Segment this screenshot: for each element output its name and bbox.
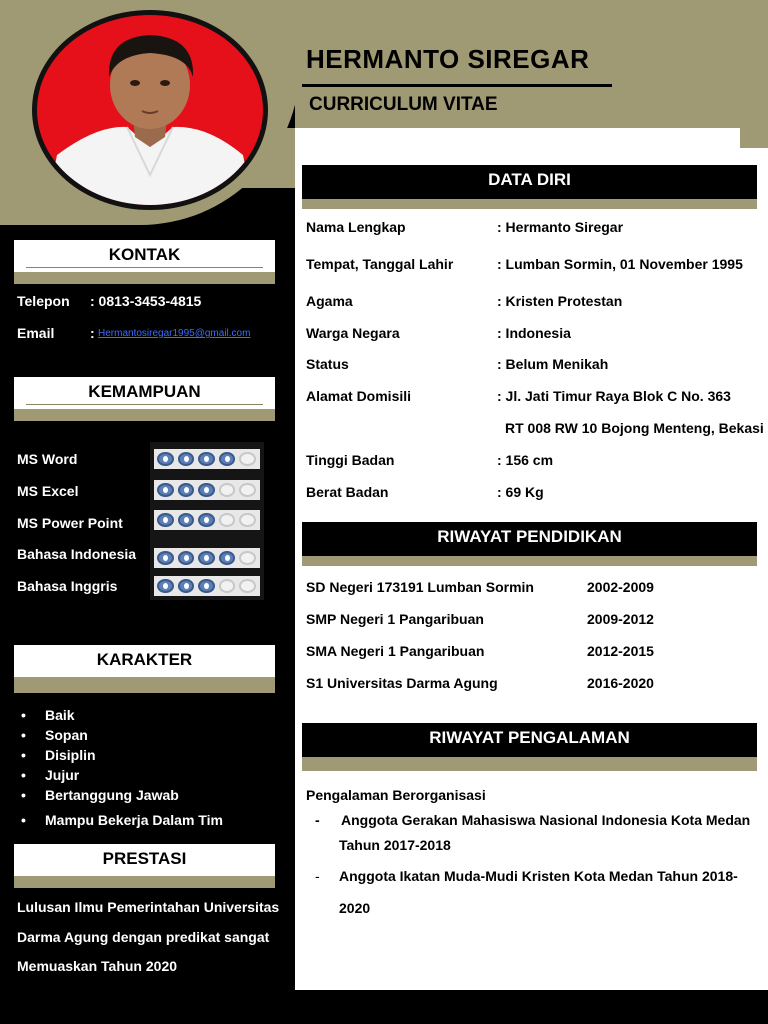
field-value: : Kristen Protestan <box>497 293 623 309</box>
skill-name: MS Excel <box>17 483 79 499</box>
email-label: Email <box>17 325 55 341</box>
profile-photo-image <box>37 15 263 205</box>
section-title: KONTAK <box>108 245 181 264</box>
section-title: RIWAYAT PENGALAMAN <box>302 723 757 757</box>
school-years: 2009-2012 <box>587 611 654 627</box>
school-years: 2016-2020 <box>587 675 654 691</box>
field-label: Tempat, Tanggal Lahir <box>306 256 454 272</box>
prestasi-line: Lulusan Ilmu Pemerintahan Universitas <box>17 899 280 915</box>
experience-line: Anggota Ikatan Muda-Mudi Kristen Kota Medan Tahun 2018- <box>339 868 738 884</box>
skill-rating <box>154 480 260 500</box>
rating-filled-icon <box>178 483 195 497</box>
section-header-kontak <box>14 240 275 284</box>
section-title: RIWAYAT PENDIDIKAN <box>302 522 757 556</box>
school-name: SMP Negeri 1 Pangaribuan <box>306 611 484 627</box>
field-value: : Indonesia <box>497 325 571 341</box>
karakter-list <box>17 705 223 830</box>
experience-dash: - <box>315 868 320 884</box>
prestasi-line: Darma Agung dengan predikat sangat <box>17 928 270 945</box>
prestasi-text <box>17 893 285 982</box>
school-years: 2012-2015 <box>587 643 654 659</box>
skill-rating <box>154 576 260 596</box>
phone-value: : 0813-3453-4815 <box>90 293 202 309</box>
rating-filled-icon <box>198 513 215 527</box>
field-value: : Belum Menikah <box>497 356 609 372</box>
experience-line: 2020 <box>339 900 371 916</box>
rating-empty-icon <box>239 452 256 466</box>
rating-filled-icon <box>178 452 195 466</box>
field-value: : Jl. Jati Timur Raya Blok C No. 363 <box>497 388 731 404</box>
experience-dash: - <box>315 812 320 828</box>
skill-name: Bahasa Inggris <box>17 578 118 594</box>
skill-name: MS Word <box>17 451 78 467</box>
field-value: : Lumban Sormin, 01 November 1995 <box>497 256 743 272</box>
field-label: Warga Negara <box>306 325 400 341</box>
section-header-pengalaman <box>302 723 757 771</box>
prestasi-line: Memuaskan Tahun 2020 <box>17 958 178 974</box>
rating-empty-icon <box>239 513 256 527</box>
skill-name: MS Power Point <box>17 515 123 531</box>
field-value: : 156 cm <box>497 452 554 468</box>
experience-subtitle: Pengalaman Berorganisasi <box>306 787 486 803</box>
field-label: Nama Lengkap <box>306 219 406 235</box>
section-header-pendidikan <box>302 522 757 566</box>
person-name: HERMANTO SIREGAR <box>306 44 590 74</box>
section-header-kemampuan <box>14 377 275 421</box>
rating-filled-icon <box>198 452 215 466</box>
rating-filled-icon <box>219 452 236 466</box>
rating-filled-icon <box>157 579 174 593</box>
list-item: • Baik <box>17 705 223 725</box>
document-subtitle: CURRICULUM VITAE <box>309 94 498 115</box>
skill-name: Bahasa Indonesia <box>17 546 137 562</box>
list-item: • Disiplin <box>17 745 223 765</box>
rating-filled-icon <box>178 579 195 593</box>
experience-line: Tahun 2017-2018 <box>339 837 451 853</box>
section-header-prestasi <box>14 844 275 888</box>
rating-filled-icon <box>178 551 195 565</box>
decor-strip <box>740 128 768 148</box>
field-label: Agama <box>306 293 353 309</box>
person-silhouette <box>37 15 263 205</box>
rating-filled-icon <box>178 513 195 527</box>
rating-filled-icon <box>157 483 174 497</box>
rating-filled-icon <box>219 551 236 565</box>
rating-empty-icon <box>239 483 256 497</box>
field-label: Berat Badan <box>306 484 389 500</box>
rating-empty-icon <box>219 579 236 593</box>
section-title: KARAKTER <box>96 650 193 669</box>
list-item: • Mampu Bekerja Dalam Tim <box>17 810 223 830</box>
email-colon: : <box>90 325 95 341</box>
list-item: • Bertanggung Jawab <box>17 785 223 805</box>
field-value: : Hermanto Siregar <box>497 219 624 235</box>
section-header-data-diri <box>302 165 757 209</box>
skill-rating <box>154 548 260 568</box>
rating-empty-icon <box>219 483 236 497</box>
bottom-bar <box>0 990 768 1024</box>
field-label: Alamat Domisili <box>306 388 412 404</box>
name-underline <box>302 84 612 87</box>
section-title: DATA DIRI <box>302 165 757 199</box>
rating-empty-icon <box>219 513 236 527</box>
rating-empty-icon <box>239 579 256 593</box>
field-label: Tinggi Badan <box>306 452 395 468</box>
rating-filled-icon <box>157 513 174 527</box>
list-item: • Jujur <box>17 765 223 785</box>
school-years: 2002-2009 <box>587 579 654 595</box>
phone-label: Telepon <box>17 293 70 309</box>
field-value: : 69 Kg <box>497 484 544 500</box>
profile-photo <box>32 10 268 210</box>
section-title: KEMAMPUAN <box>88 382 201 401</box>
rating-filled-icon <box>157 551 174 565</box>
school-name: S1 Universitas Darma Agung <box>306 675 498 691</box>
section-title: PRESTASI <box>102 849 187 868</box>
skill-rating <box>154 449 260 469</box>
email-link[interactable]: Hermantosiregar1995@gmail.com <box>98 328 251 339</box>
field-label: Status <box>306 356 349 372</box>
rating-filled-icon <box>198 483 215 497</box>
section-header-karakter <box>14 645 275 693</box>
field-value: RT 008 RW 10 Bojong Menteng, Bekasi <box>505 420 764 436</box>
rating-empty-icon <box>239 551 256 565</box>
school-name: SMA Negeri 1 Pangaribuan <box>306 643 485 659</box>
experience-line: Anggota Gerakan Mahasiswa Nasional Indonesia Kota Medan <box>341 812 751 828</box>
rating-filled-icon <box>157 452 174 466</box>
rating-filled-icon <box>198 579 215 593</box>
list-item: • Sopan <box>17 725 223 745</box>
skill-rating <box>154 510 260 530</box>
rating-filled-icon <box>198 551 215 565</box>
school-name: SD Negeri 173191 Lumban Sormin <box>306 579 534 595</box>
